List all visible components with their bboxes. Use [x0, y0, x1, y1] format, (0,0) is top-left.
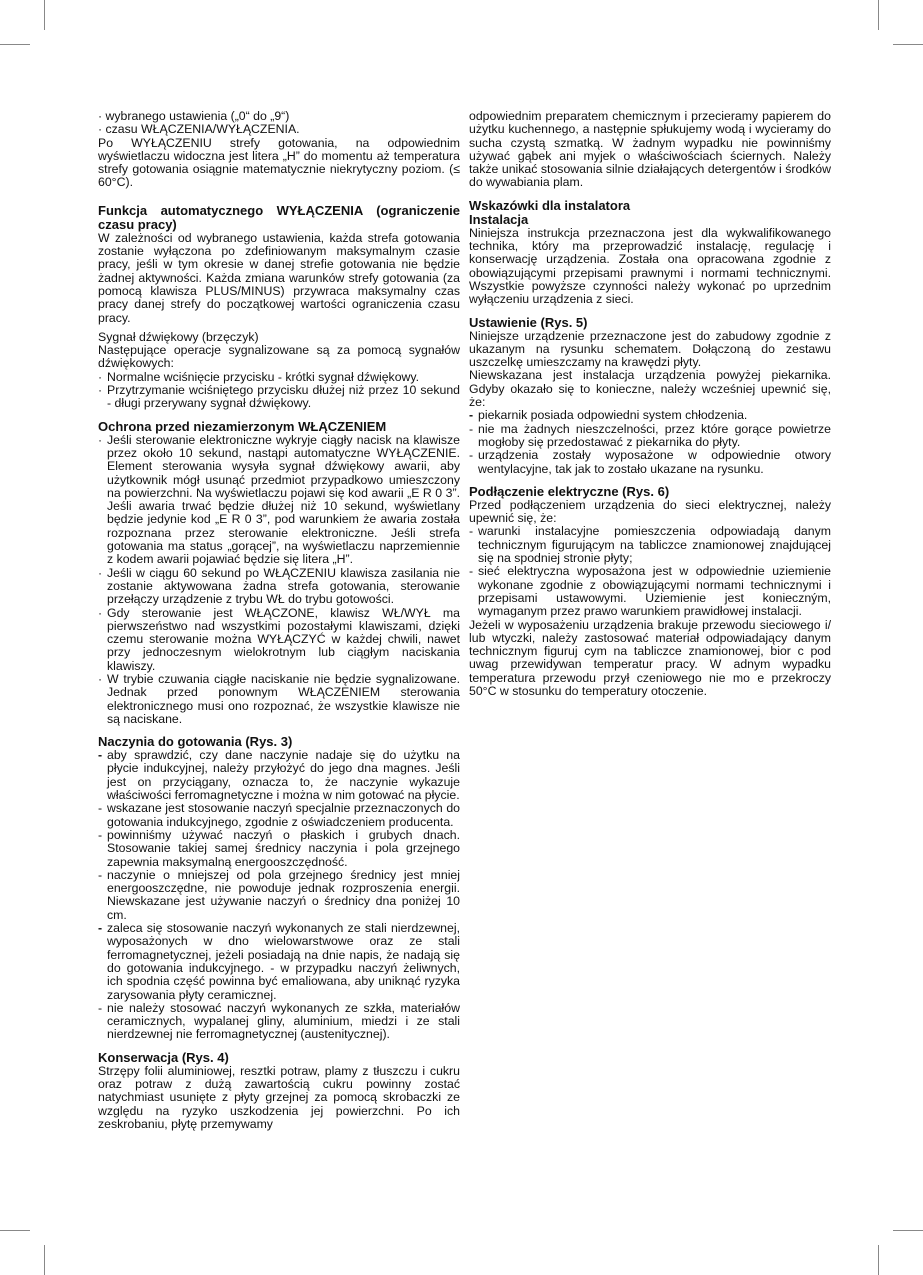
intro-item: · czasu WŁĄCZENIA/WYŁĄCZENIA. [98, 122, 300, 137]
subheading-installation: Instalacja [469, 211, 529, 227]
list-item: - nie należy stosować naczyń wykonanych ze szkła, materiałów ceramicznych, wypalanej gliny, aluminium, miedzi i ze stali nierdzewnej nie ferromagnetycznej (austenitycznej). [98, 1002, 460, 1042]
beeper-list [98, 371, 460, 411]
section-heading-auto-off: Funkcja automatycznego WYŁĄCZENIA (ograniczenie czasu pracy) [98, 202, 460, 232]
list-item: · Normalne wciśnięcie przycisku - krótki sygnał dźwiękowy. [98, 371, 460, 384]
setup-text-1: Niniejsze urządzenie przeznaczone jest do zabudowy zgodnie z ukazanym na rysunku schematem. Dołączoną do zestawu uszczelkę umieszczamy na krawędzi płyty. [469, 328, 831, 370]
auto-off-text: W zależności od wybranego ustawienia, każda strefa gotowania zostanie wyłączona po zdefiniowanym maksymalnym czasie pracy, jeśli w tym okresie w danej strefie gotowania nie będzie żadnej aktywności. Każda zmiana warunków strefy gotowania (za pomocą klawisza PLUS/MINUS) przywraca maksymalny czas pracy danej strefy do początkowej wartości ograniczenia czasu pracy. [98, 230, 460, 325]
setup-text-2: Niewskazana jest instalacja urządzenia powyżej piekarnika. Gdyby okazało się to konieczne, należy wcześniej upewnić się, że: [469, 368, 831, 410]
list-item: - urządzenia zostały wyposażone w odpowiednie otwory wentylacyjne, tak jak to zostało ukazane na rysunku. [469, 449, 831, 476]
right-column [469, 110, 831, 698]
section-heading-installer: Wskazówki dla instalatora [469, 197, 631, 213]
crop-mark-bottom-right-v [878, 1245, 879, 1275]
electrical-text-1: Przed podłączeniem urządzenia do sieci elektrycznej, należy upewnić się, że: [469, 497, 831, 526]
crop-mark-bottom-left-v [44, 1245, 45, 1275]
list-item: - naczynie o mniejszej od pola grzejnego średnicy jest mniej energooszczędne, nie powoduje jednak rozproszenia energii. Niewskazane jest używanie naczyń o średnicy dna poniżej 10 cm. [98, 869, 460, 922]
list-item: - piekarnik posiada odpowiedni system chłodzenia. [469, 409, 831, 422]
list-item: - wskazane jest stosowanie naczyń specjalnie przeznaczonych do gotowania indukcyjnego, zgodnie z oświadczeniem producenta. [98, 802, 460, 829]
crop-mark-top-left-v [44, 0, 45, 30]
list-item: · Gdy sterowanie jest WŁĄCZONE, klawisz WŁ/WYŁ ma pierwszeństwo nad wszystkimi pozostałymi klawiszami, dzięki czemu sterowanie można WYŁĄCZYĆ w każdej chwili, nawet przy jednoczesnym wielokrotnym lub ciągłym naciskania klawiszy. [98, 607, 460, 673]
protection-list [98, 434, 460, 727]
maintenance-text: Strzępy folii aluminiowej, resztki potraw, plamy z tłuszczu i cukru oraz potraw z dużą zawartością cukru powinny zostać natychmiast usunięte z płyty grzejnej za pomocą skrobaczki ze względu na ryzyko uszkodzenia jej powierzchni. Po ich zeskrobaniu, płytę przemywamy [98, 1063, 460, 1131]
crop-mark-top-left-h [0, 44, 30, 45]
setup-list [469, 409, 831, 475]
list-item: · W trybie czuwania ciągłe naciskanie nie będzie sygnalizowane. Jednak przed ponownym WŁĄCZENIEM sterowania elektronicznego musi ono rozpoznać, że wszystkie klawisze nie są naciskane. [98, 673, 460, 726]
installer-text: Niniejsza instrukcja przeznaczona jest dla wykwalifikowanego technika, który ma przeprowadzić instalację, regulację i konserwację urządzenia. Została ona opracowana zgodnie z obowiązującymi przepisami prawnymi i normami technicznymi. Wszystkie powyższe czynności należy wykonać po uprzednim wyłączeniu urządzenia z sieci. [469, 225, 831, 307]
intro-paragraph: Po WYŁĄCZENIU strefy gotowania, na odpowiednim wyświetlaczu widoczna jest litera „H” do momentu aż temperatura strefy gotowania osiągnie matematycznie niekrytyczny poziom. (≤ 60°C). [98, 135, 460, 190]
crop-mark-bottom-right-h [893, 1230, 923, 1231]
list-item: - warunki instalacyjne pomieszczenia odpowiadają danym technicznym figurującym na tabliczce znamionowej znajdującej się na spodniej stronie płyty; [469, 525, 831, 565]
crop-mark-top-right-h [893, 44, 923, 45]
electrical-text-2: Jeżeli w wyposażeniu urządzenia brakuje przewodu sieciowego i/ lub wtyczki, należy zastosować materiał odpowiadający danym technicznym figuruj cym na tabliczce znamionowej, bior c pod uwag przewidywan temperatur pracy. W adnym wypadku temperatura przewodu przył czeniowego nie mo e przekroczy 50°C w stosunku do temperatury otoczenie. [469, 617, 831, 698]
crop-mark-bottom-left-h [0, 1230, 30, 1231]
left-column [98, 110, 460, 1131]
list-item: - aby sprawdzić, czy dane naczynie nadaje się do użytku na płycie indukcyjnej, należy przyłożyć do jego dna magnes. Jeśli jest on przyciągany, oznacza to, że naczynie wykazuje właściwości ferromagnetyczne i można w nim gotować na płycie. [98, 749, 460, 802]
section-heading-cookware: Naczynia do gotowania (Rys. 3) [98, 734, 293, 750]
list-item: - nie ma żadnych nieszczelności, przez które gorące powietrze mogłoby się przedostawać z piekarnika do płyty. [469, 423, 831, 450]
list-item: - zaleca się stosowanie naczyń wykonanych ze stali nierdzewnej, wyposażonych w dno wielowarstwowe oraz ze stali ferromagnetycznej, jeżeli posiadają na dnie napis, że nadają się do gotowania indukcyjnego. - w przypadku naczyń żeliwnych, ich spodnia część powinna być emaliowana, aby uniknąć ryzyka zarysowania płyty ceramicznej. [98, 922, 460, 1002]
list-item: · Jeśli sterowanie elektroniczne wykryje ciągły nacisk na klawisze przez około 10 sekund, nastąpi automatyczne WYŁĄCZENIE. Element sterowania wysyła sygnał dźwiękowy awarii, aby użytkownik mógł usunąć przedmiot przypadkowo umieszczony na powierzchni. Na wyświetlaczu pojawi się kod awarii „E R 0 3”. Jeśli awaria trwać będzie dłużej niż 10 sekund, wyświetlany będzie jedynie kod „E R 0 3”, pod warunkiem że awaria została rozpoznana przez sterowanie elektroniczne. Jeśli strefa gotowania ma status „gorącej”, na wyświetlaczu naprzemiennie z kodem awarii pojawiać będzie się litera „H”. [98, 434, 460, 567]
maintenance-continued: odpowiednim preparatem chemicznym i przecieramy papierem do użytku kuchennego, a następnie spłukujemy wodą i wycieramy do sucha czystą szmatką. W żadnym wypadku nie powinniśmy używać gąbek ani myjek o właściwościach ściernych. Należy także unikać stosowania silnie działających detergentów i środków do wywabiania plam. [469, 109, 831, 190]
list-item: · Przytrzymanie wciśniętego przycisku dłużej niż przez 10 sekund - długi przerywany sygnał dźwiękowy. [98, 384, 460, 411]
intro-item: · wybranego ustawienia („0“ do „9“) [98, 109, 290, 123]
section-heading-maintenance: Konserwacja (Rys. 4) [98, 1049, 229, 1065]
electrical-list [469, 525, 831, 618]
list-item: - powinniśmy używać naczyń o płaskich i grubych dnach. Stosowanie takiej samej średnicy naczynia i pola grzejnego zapewnia maksymalną energooszczędność. [98, 829, 460, 869]
cookware-list [98, 749, 460, 1042]
beeper-text: Następujące operacje sygnalizowane są za pomocą sygnałów dźwiękowych: [98, 343, 460, 371]
section-heading-protection: Ochrona przed niezamierzonym WŁĄCZENIEM [98, 418, 387, 434]
list-item: · Jeśli w ciągu 60 sekund po WŁĄCZENIU klawisza zasilania nie zostanie aktywowana żadna strefa gotowania, sterowanie przełączy urządzenie z trybu WŁ do trybu gotowości. [98, 567, 460, 607]
list-item: - sieć elektryczna wyposażona jest w odpowiednie uziemienie wykonane zgodnie z obowiązującymi normami technicznymi i przepisami ustawowymi. Uziemienie jest konieczným, wymaganym przez prawo warunkiem prawidłowej instalacji. [469, 565, 831, 618]
crop-mark-top-right-v [878, 0, 879, 30]
section-heading-electrical: Podłączenie elektryczne (Rys. 6) [469, 483, 670, 499]
beeper-heading: Sygnał dźwiękowy (brzęczyk) [98, 329, 259, 344]
section-heading-setup: Ustawienie (Rys. 5) [469, 314, 588, 330]
